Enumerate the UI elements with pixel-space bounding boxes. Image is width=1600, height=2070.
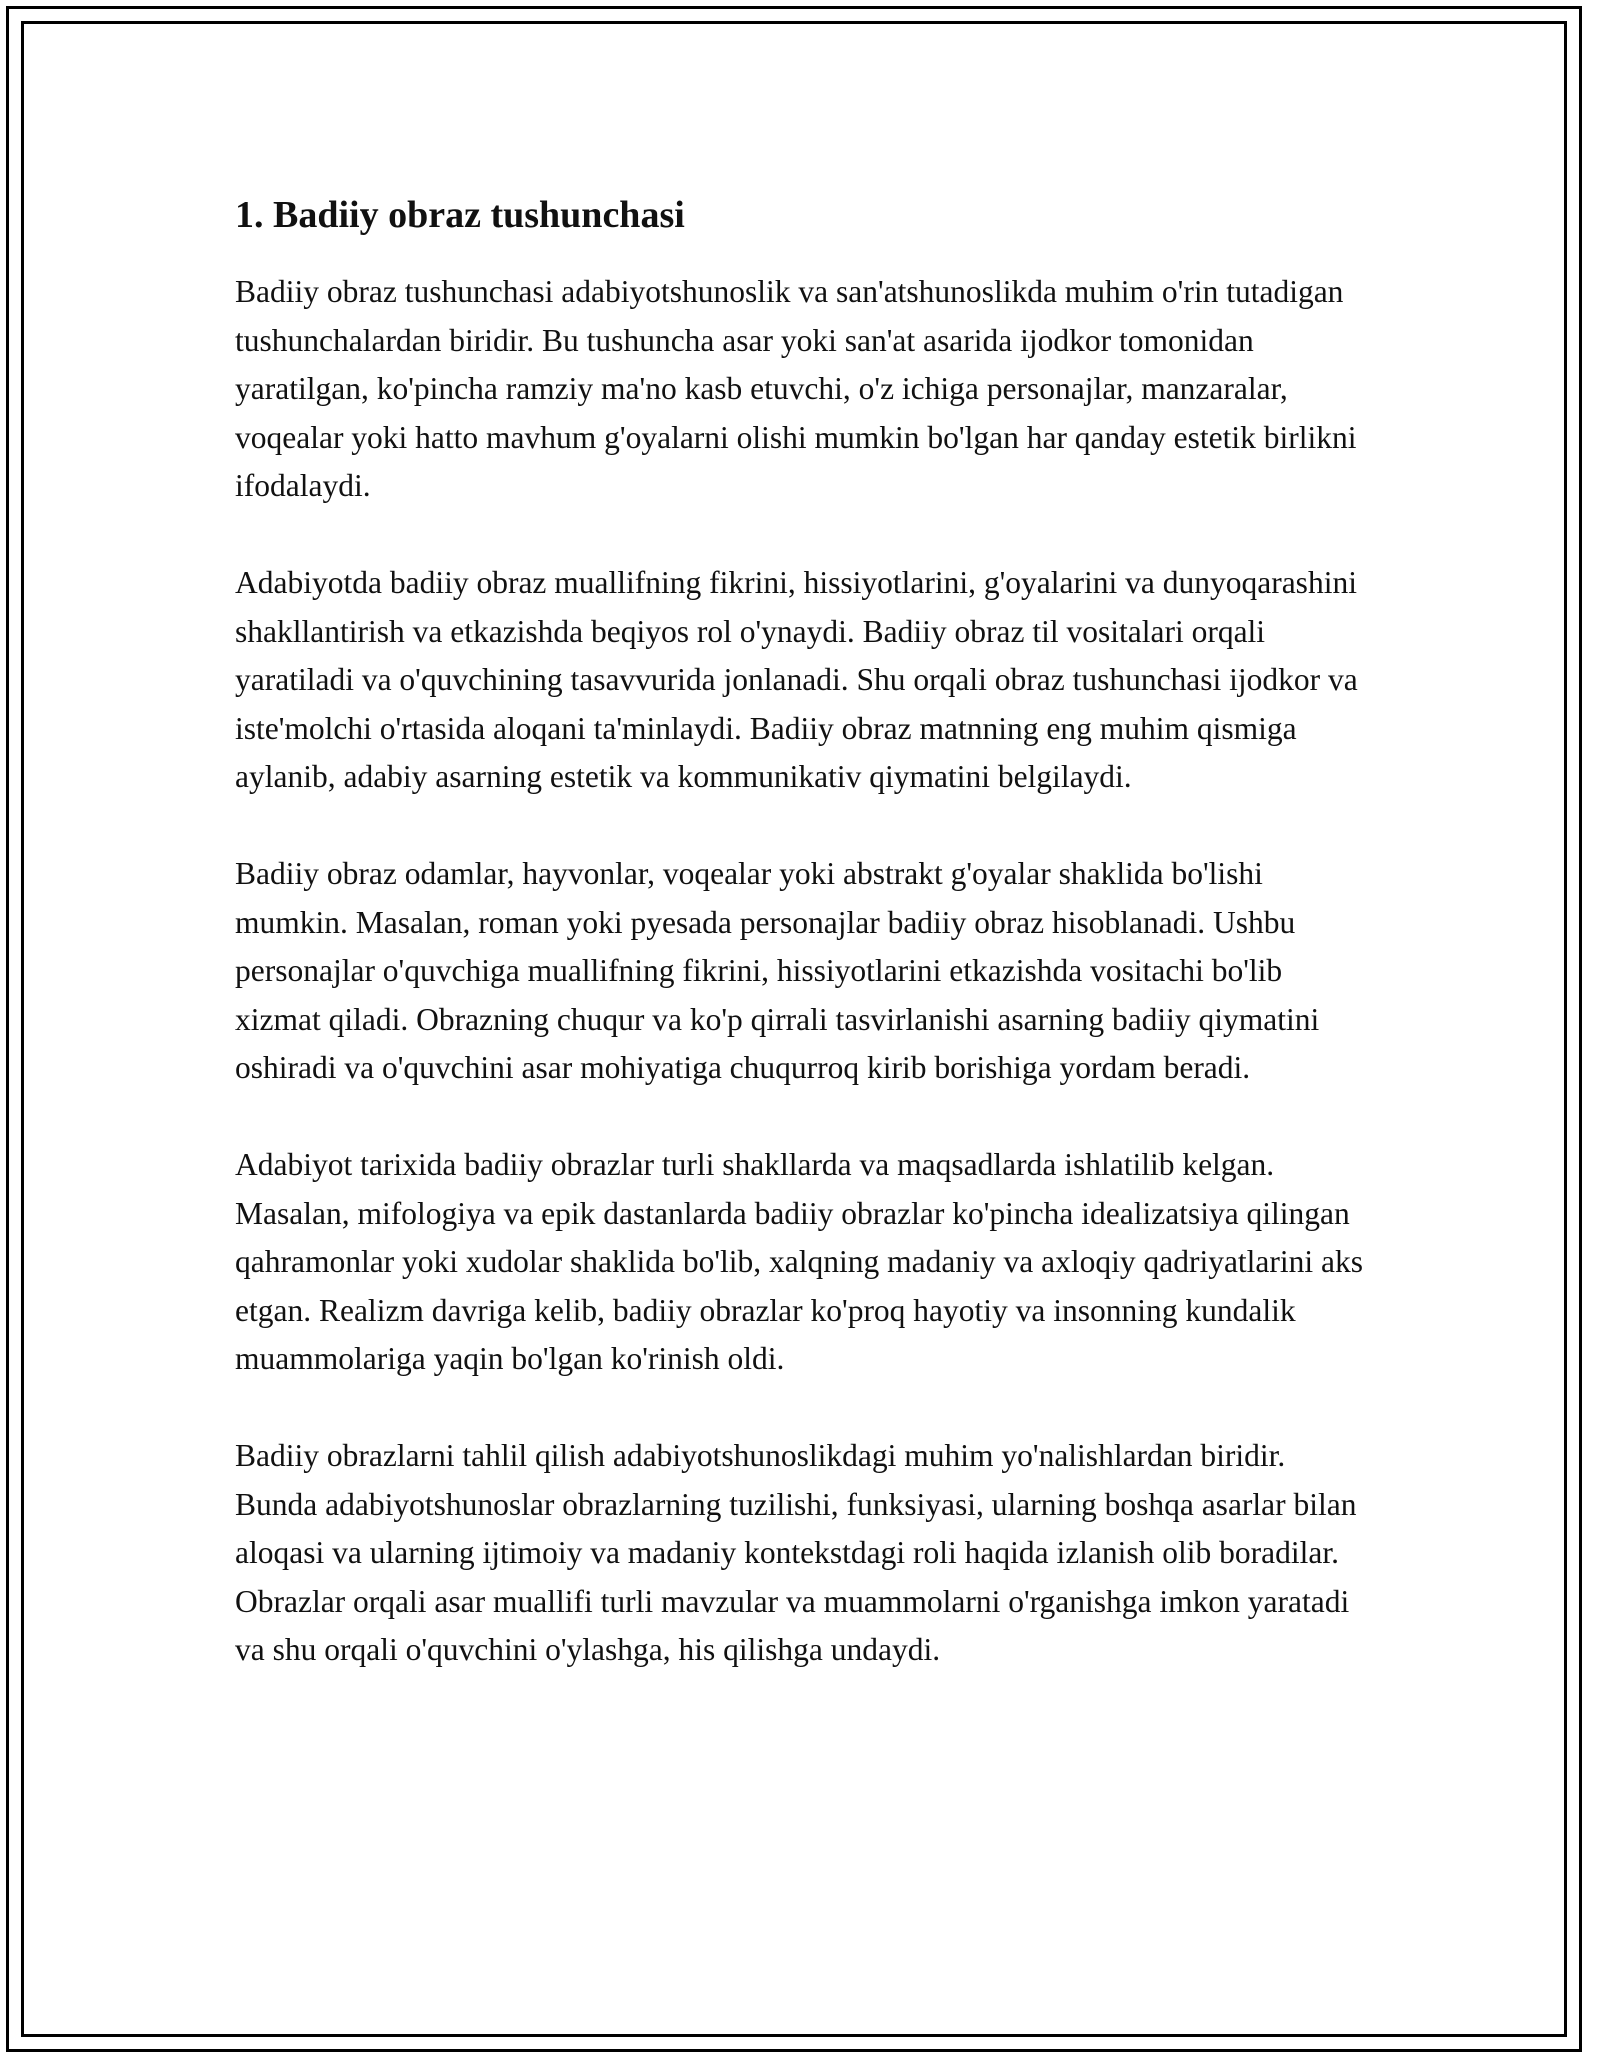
- paragraph-3: Badiiy obraz odamlar, hayvonlar, voqealar yoki abstrakt g'oyalar shaklida bo'lishi mumkin. Masalan, roman yoki pyesada personajlar badiiy obraz hisoblanadi. Ushbu personajlar o'quvchiga muallifning fikrini, hissiyotlarini etkazishda vositachi bo'lib xizmat qiladi. Obrazning chuqur va ko'p qirrali tasvirlanishi asarning badiiy qiymatini oshiradi va o'quvchini asar mohiyatiga chuqurroq kirib borishiga yordam beradi.: [235, 856, 1320, 1085]
- section-heading: 1. Badiiy obraz tushunchasi: [235, 194, 685, 236]
- document-body: [235, 188, 1375, 1675]
- paragraph-4: Adabiyot tarixida badiiy obrazlar turli shakllarda va maqsadlarda ishlatilib kelgan. Masalan, mifologiya va epik dastanlarda badiiy obrazlar ko'pincha idealizatsiya qilingan qahramonlar yoki xudolar shaklida bo'lib, xalqning madaniy va axloqiy qadriyatlarini aks etgan. Realizm davriga kelib, badiiy obrazlar ko'proq hayotiy va insonning kundalik muammolariga yaqin bo'lgan ko'rinish oldi.: [235, 1147, 1364, 1376]
- paragraph-1: Badiiy obraz tushunchasi adabiyotshunoslik va san'atshunoslikda muhim o'rin tutadigan tushunchalardan biridir. Bu tushuncha asar yoki san'at asarida ijodkor tomonidan yaratilgan, ko'pincha ramziy ma'no kasb etuvchi, o'z ichiga personajlar, manzaralar, voqealar yoki hatto mavhum g'oyalarni olishi mumkin bo'lgan har qanday estetik birlikni ifodalaydi.: [235, 274, 1357, 503]
- paragraph-5: Badiiy obrazlarni tahlil qilish adabiyotshunoslikdagi muhim yo'nalishlardan biridir. Bunda adabiyotshunoslar obrazlarning tuzilishi, funksiyasi, ularning boshqa asarlar bilan aloqasi va ularning ijtimoiy va madaniy kontekstdagi roli haqida izlanish olib boradilar. Obrazlar orqali asar muallifi turli mavzular va muammolarni o'rganishga imkon yaratadi va shu orqali o'quvchini o'ylashga, his qilishga undaydi.: [235, 1438, 1357, 1667]
- paragraph-2: Adabiyotda badiiy obraz muallifning fikrini, hissiyotlarini, g'oyalarini va dunyoqarashini shakllantirish va etkazishda beqiyos rol o'ynaydi. Badiiy obraz til vositalari orqali yaratiladi va o'quvchining tasavvurida jonlanadi. Shu orqali obraz tushunchasi ijodkor va iste'molchi o'rtasida aloqani ta'minlaydi. Badiiy obraz matnning eng muhim qismiga aylanib, adabiy asarning estetik va kommunikativ qiymatini belgilaydi.: [235, 565, 1358, 794]
